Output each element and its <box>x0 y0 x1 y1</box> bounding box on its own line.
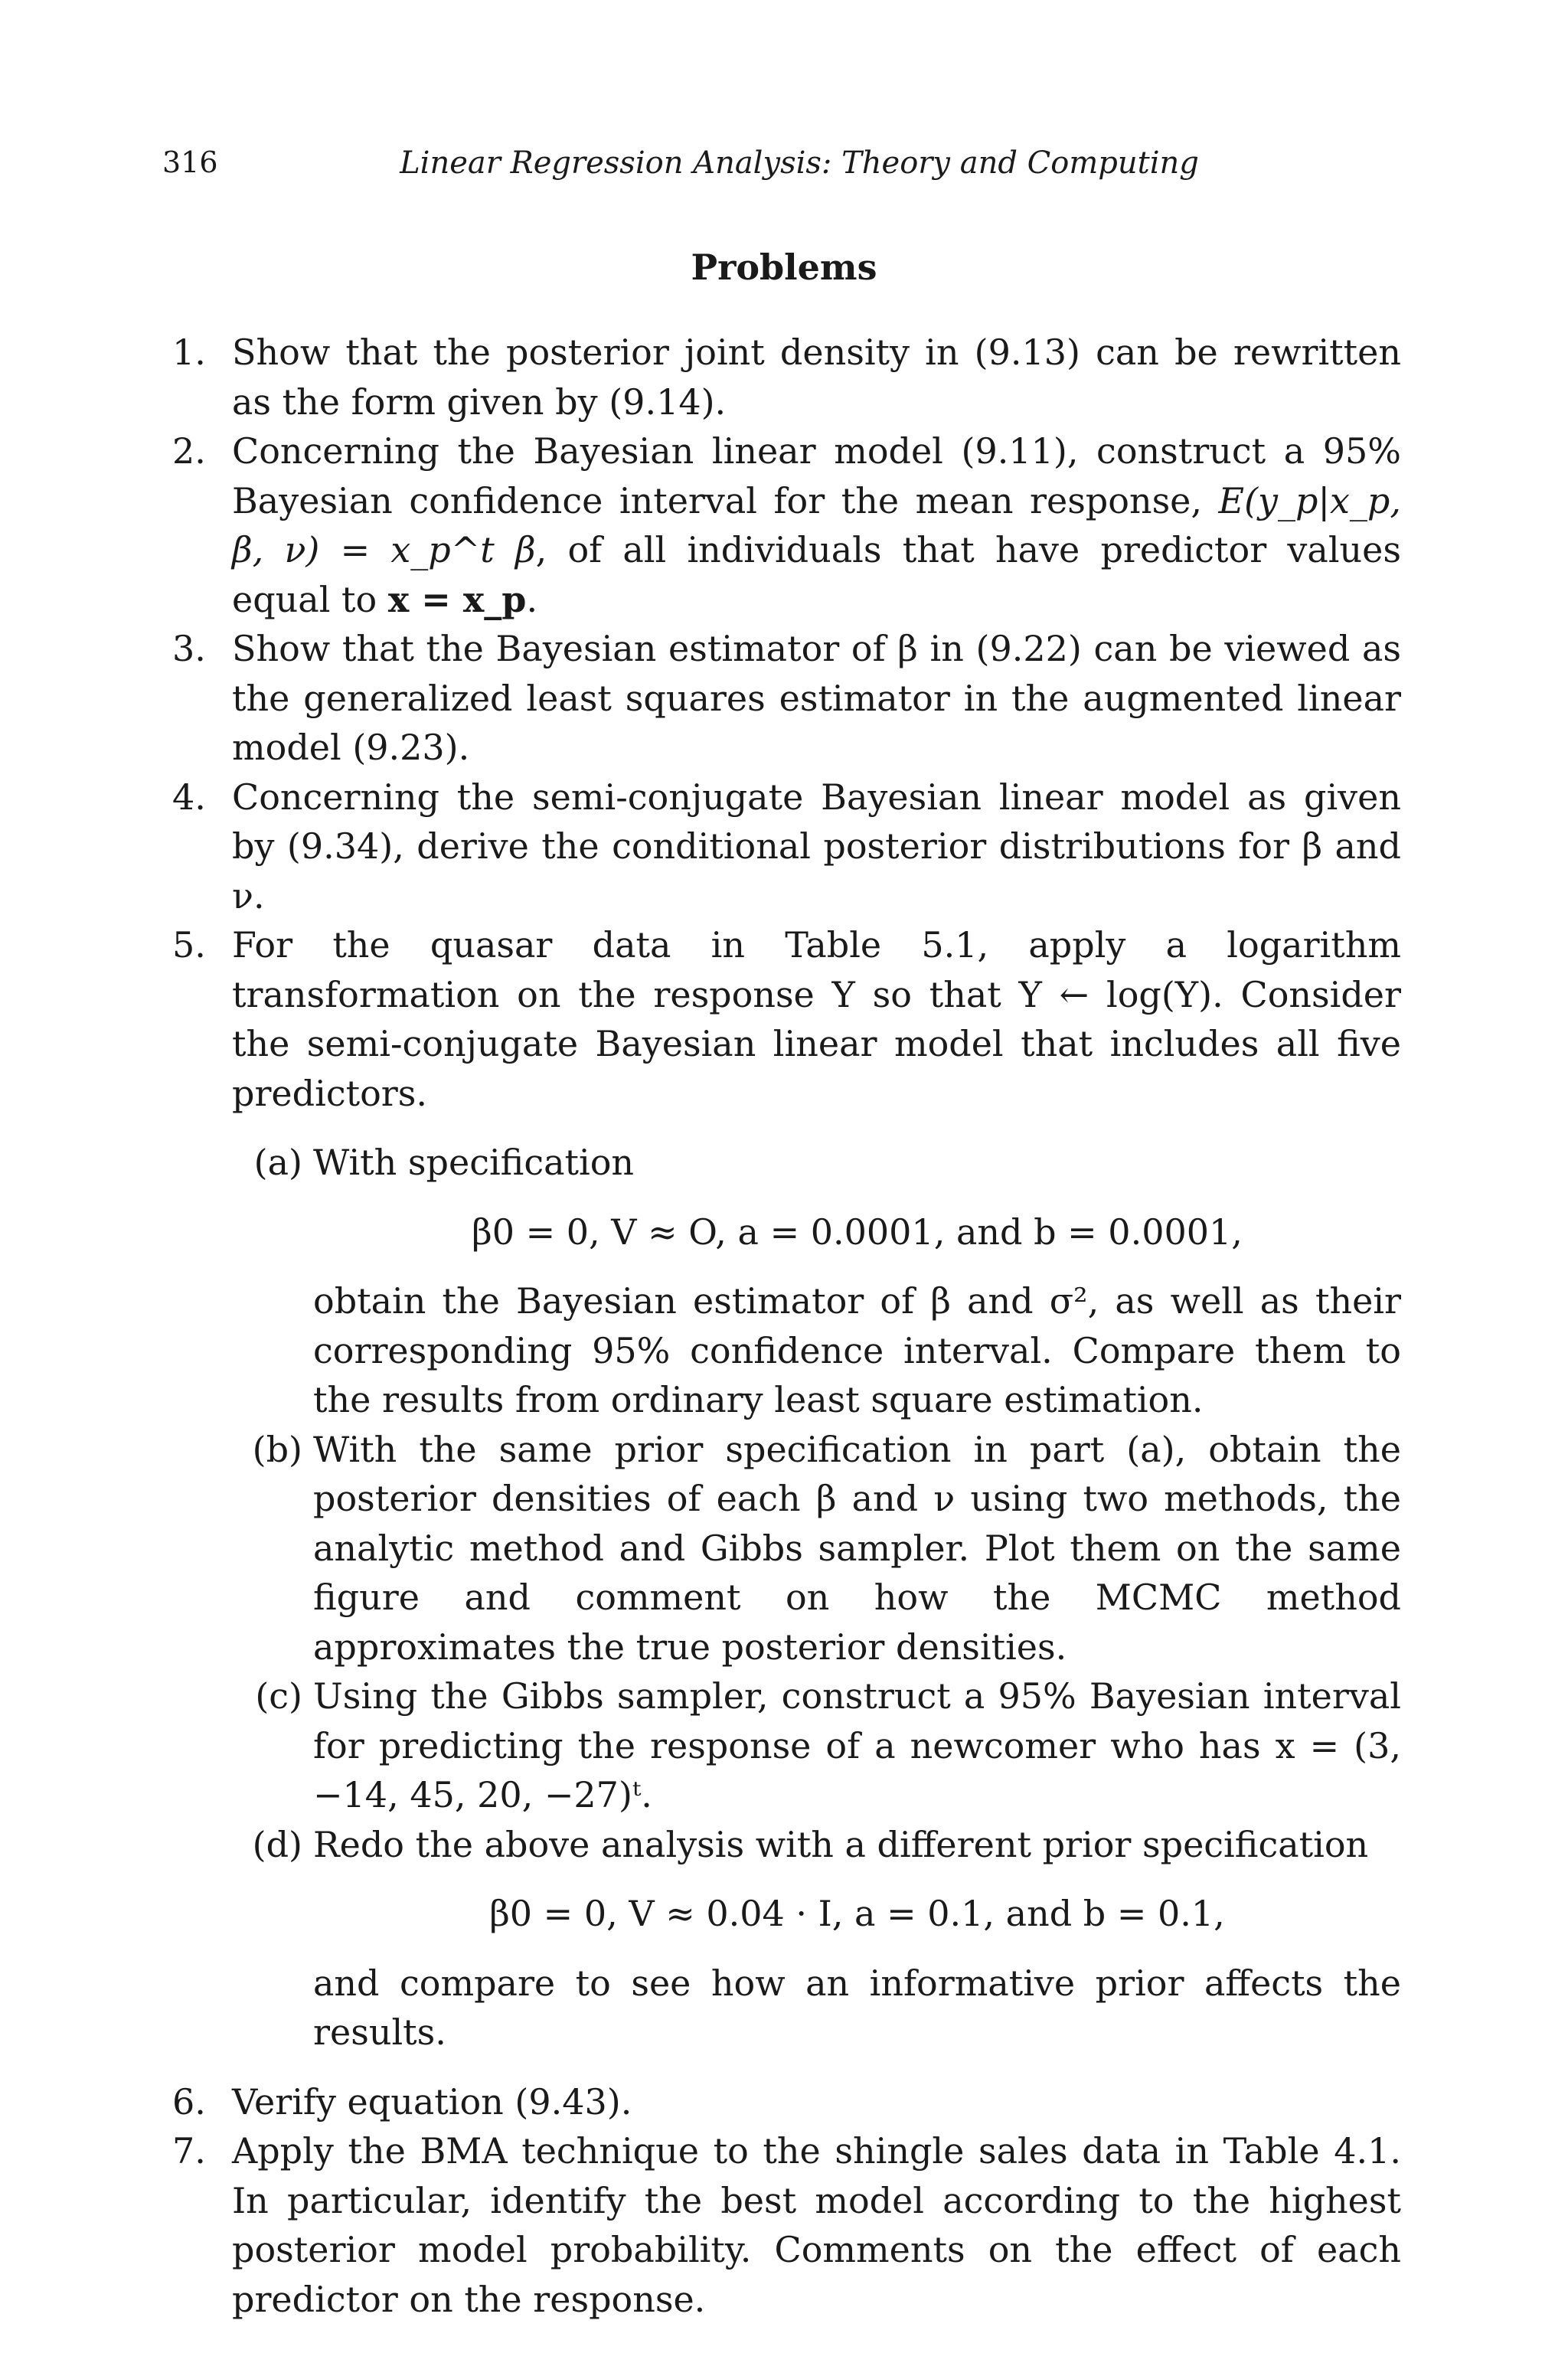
problem-5 <box>172 920 1401 2057</box>
problem-1 <box>172 328 1401 426</box>
running-head: Linear Regression Analysis: Theory and Computing <box>400 145 1199 181</box>
problem-number: 4. <box>172 776 206 818</box>
problem-4 <box>172 773 1401 921</box>
problem-text-end: . <box>526 578 538 620</box>
subpart-text <box>302 1138 1401 1425</box>
subpart-body: obtain the Bayesian estimator of β and σ², as well as their corresponding 95% confidence interval. Compare them to the results from ordinary least square estimation. <box>313 1280 1401 1420</box>
problem-6 <box>172 2077 1401 2127</box>
problem-text-lead: Concerning the Bayesian linear model (9.11), construct a 95% Bayesian confidence interval for the mean response, <box>232 430 1401 521</box>
subpart-c <box>232 1672 1401 1820</box>
predictor-equality: x = x_p <box>387 578 527 620</box>
display-equation: β0 = 0, V ≈ O, a = 0.0001, and b = 0.0001, <box>472 1211 1243 1253</box>
problem-number: 7. <box>172 2130 206 2172</box>
subpart-text: Using the Gibbs sampler, construct a 95% Bayesian interval for predicting the response of a newcomer who has x = (3, −14, 45, 20, −27)ᵗ. <box>313 1675 1401 1815</box>
subpart-list <box>232 1138 1401 2057</box>
page-number: 316 <box>162 145 218 179</box>
subpart-b <box>232 1425 1401 1672</box>
problem-text: Show that the posterior joint density in (9.13) can be rewritten as the form given by (9.14). <box>232 332 1401 423</box>
problem-list <box>172 328 1401 2324</box>
problem-text: Verify equation (9.43). <box>232 2080 632 2123</box>
subpart-text: With the same prior specification in part (a), obtain the posterior densities of each β and ν using two methods, the analytic method and Gibbs sampler. Plot them on the same figure and comment on how the MCMC method approximates the true posterior densities. <box>313 1428 1401 1668</box>
problem-5-intro: For the quasar data in Table 5.1, apply a logarithm transformation on the response Y so that Y ← log(Y). Consider the semi-conjugate Bayesian linear model that includes all five predictors. <box>232 924 1401 1114</box>
problem-text: Concerning the semi-conjugate Bayesian linear model as given by (9.34), derive the conditional posterior distributions for β and ν. <box>232 776 1401 917</box>
problem-number: 3. <box>172 628 206 669</box>
problem-text-mid: , of all individuals that have predictor values equal to <box>232 529 1401 620</box>
problem-number: 1. <box>172 332 206 373</box>
problem-7 <box>172 2126 1401 2324</box>
subpart-a <box>232 1138 1401 1425</box>
problem-number: 2. <box>172 430 206 472</box>
subpart-body: and compare to see how an informative prior affects the results. <box>313 1962 1401 2053</box>
section-title: Problems <box>691 247 877 288</box>
problem-number: 5. <box>172 924 206 966</box>
problem-text <box>232 426 1401 624</box>
problem-text: Show that the Bayesian estimator of β in (9.22) can be viewed as the generalized least squares estimator in the augmented linear model (9.23). <box>232 628 1401 768</box>
problem-number: 6. <box>172 2080 206 2123</box>
subpart-label: (a) <box>253 1142 302 1183</box>
problem-text: Apply the BMA technique to the shingle sales data in Table 4.1. In particular, identify the best model according to the highest posterior model probability. Comments on the effect of each predictor on the response. <box>232 2130 1401 2320</box>
problem-2 <box>172 426 1401 624</box>
subpart-label: (d) <box>252 1823 302 1865</box>
display-equation: β0 = 0, V ≈ 0.04 · I, a = 0.1, and b = 0.1, <box>489 1893 1225 1934</box>
subpart-lead: With specification <box>313 1142 635 1183</box>
subpart-label: (c) <box>255 1675 302 1717</box>
subpart-text <box>302 1820 1401 2057</box>
subpart-label: (b) <box>252 1428 302 1470</box>
subpart-d <box>232 1820 1401 2057</box>
subpart-lead: Redo the above analysis with a different prior specification <box>313 1823 1369 1865</box>
problem-text <box>232 920 1401 2057</box>
problem-3 <box>172 624 1401 773</box>
mean-response-expression: E(y_p|x_p, β, ν) = x_p^t β <box>232 479 1401 570</box>
